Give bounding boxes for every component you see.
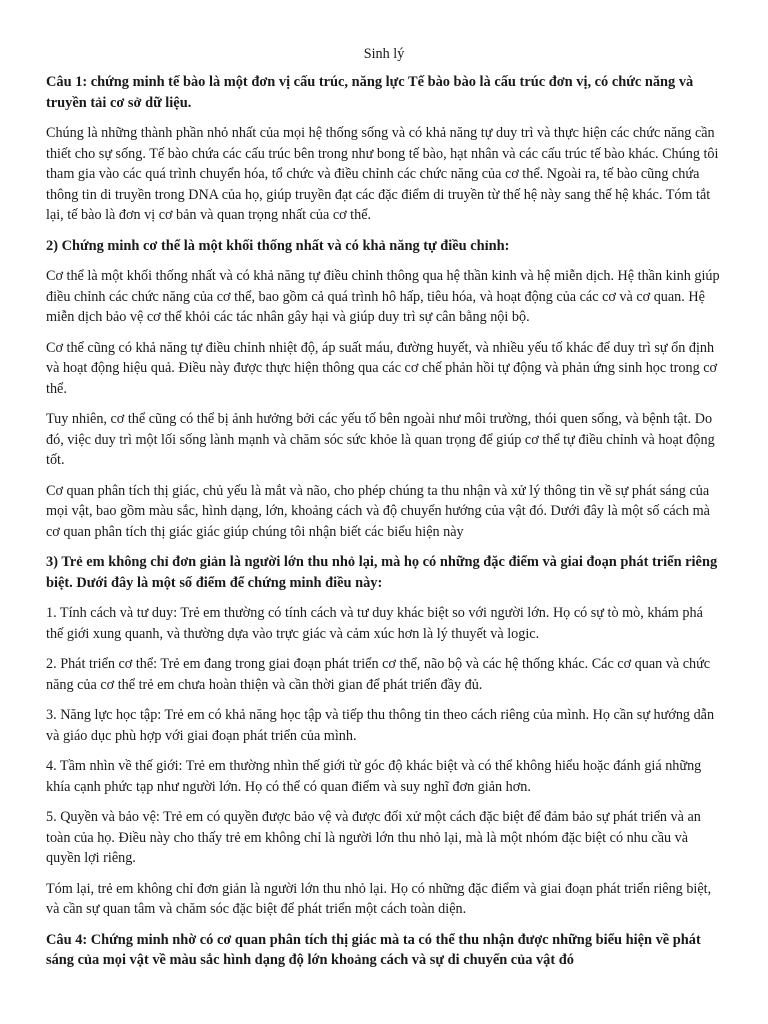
question-3-point-1: 1. Tính cách và tư duy: Trẻ em thường có tính cách và tư duy khác biệt so với người lớn. Họ có sự tò mò, khám phá thế giới xung quanh, và thường dựa vào trực giác và cảm xúc hơn là lý thuyết và logic. [46,605,703,642]
question-3-point-3: 3. Năng lực học tập: Trẻ em có khả năng học tập và tiếp thu thông tin theo cách riêng của mình. Họ cần sự hướng dẫn và giáo dục phù hợp với giai đoạn phát triển của mình. [46,707,715,744]
question-3-point-2: 2. Phát triển cơ thể: Trẻ em đang trong giai đoạn phát triển cơ thể, não bộ và các hệ thống khác. Các cơ quan và chức năng của cơ thể trẻ em chưa hoàn thiện và cần thời gian để phát triển đầy đủ. [46,656,711,693]
question-2-heading: 2) Chứng minh cơ thể là một khối thống nhất và có khả năng tự điều chỉnh: [46,237,510,254]
question-1-paragraph: Chúng là những thành phần nhỏ nhất của mọi hệ thống sống và có khả năng tự duy trì và thực hiện các chức năng cần thiết cho sự sống. Tế bào chứa các cấu trúc bên trong như bong tế bào, hạt nhân và các cấu trúc tế bào khác. Chúng tôi tham gia vào các quá trình chuyển hóa, tổ chức và điều chỉnh các chức năng của cơ thể. Ngoài ra, tế bào cũng chứa thông tin di truyền trong DNA của họ, giúp truyền đạt các đặc điểm di truyền từ thế hệ này sang thế hệ khác. Tóm tắt lại, tế bào là đơn vị cơ bản và quan trọng nhất của cơ thể. [46,125,719,223]
question-3-summary: Tóm lại, trẻ em không chỉ đơn giản là người lớn thu nhỏ lại. Họ có những đặc điểm và giai đoạn phát triển riêng biệt, và cần sự quan tâm và chăm sóc đặc biệt để phát triển một cách toàn diện. [46,880,712,917]
question-4-heading: Câu 4: Chứng minh nhờ có cơ quan phân tích thị giác mà ta có thể thu nhận được những biểu hiện về phát sáng của mọi vật về màu sắc hình dạng độ lớn khoảng cách và sự di chuyển của vật đó [46,931,701,968]
document-title: Sinh lý [363,46,405,62]
question-2-paragraph-1: Cơ thể là một khối thống nhất và có khả năng tự điều chỉnh thông qua hệ thần kinh và hệ miễn dịch. Hệ thần kinh giúp điều chỉnh các chức năng của cơ thể, bao gồm cả quá trình hô hấp, tiêu hóa, và hoạt động của các cơ và cơ quan. Hệ miễn dịch bảo vệ cơ thể khỏi các tác nhân gây hại và giúp duy trì sự cân bằng nội bộ. [46,268,720,325]
question-2-paragraph-4: Cơ quan phân tích thị giác, chủ yếu là mắt và não, cho phép chúng ta thu nhận và xử lý thông tin về sự phát sáng của mọi vật, bao gồm màu sắc, hình dạng, lớn, khoảng cách và độ chuyển hướng của vật đó. Dưới đây là một số cách mà cơ quan phân tích thị giác giác giúp chúng tôi nhận biết các biểu hiện này [46,482,710,540]
question-3-point-4: 4. Tầm nhìn về thế giới: Trẻ em thường nhìn thế giới từ góc độ khác biệt và có thể không hiểu hoặc đánh giá những khía cạnh phức tạp như người lớn. Họ có thể có quan điểm và suy nghĩ đơn giản hơn. [46,758,702,795]
question-2-paragraph-2: Cơ thể cũng có khả năng tự điều chỉnh nhiệt độ, áp suất máu, đường huyết, và nhiều yếu tố khác để duy trì sự ổn định và hoạt động hiệu quả. Điều này được thực hiện thông qua các cơ chế phản hồi tự động và phản ứng sinh học trong cơ thể. [46,339,718,397]
question-2-paragraph-3: Tuy nhiên, cơ thể cũng có thể bị ảnh hưởng bởi các yếu tố bên ngoài như môi trường, thói quen sống, và bệnh tật. Do đó, việc duy trì một lối sống lành mạnh và chăm sóc sức khỏe là quan trọng để giúp cơ thể tự điều chỉnh và hoạt động tốt. [46,411,715,468]
document-page [46,44,722,981]
question-3-heading: 3) Trẻ em không chỉ đơn giản là người lớn thu nhỏ lại, mà họ có những đặc điểm và giai đoạn phát triển riêng biệt. Dưới đây là một số điểm để chứng minh điều này: [46,554,718,591]
question-3-point-5: 5. Quyền và bảo vệ: Trẻ em có quyền được bảo vệ và được đối xử một cách đặc biệt để đảm bảo sự phát triển và an toàn của họ. Điều này cho thấy trẻ em không chỉ là người lớn thu nhỏ lại, mà là một nhóm đặc biệt có nhu cầu và quyền lợi riêng. [46,809,701,866]
question-1-heading: Câu 1: chứng minh tế bào là một đơn vị cấu trúc, năng lực Tế bào bào là cấu trúc đơn vị, có chức năng và truyền tải cơ sở dữ liệu. [46,74,694,111]
